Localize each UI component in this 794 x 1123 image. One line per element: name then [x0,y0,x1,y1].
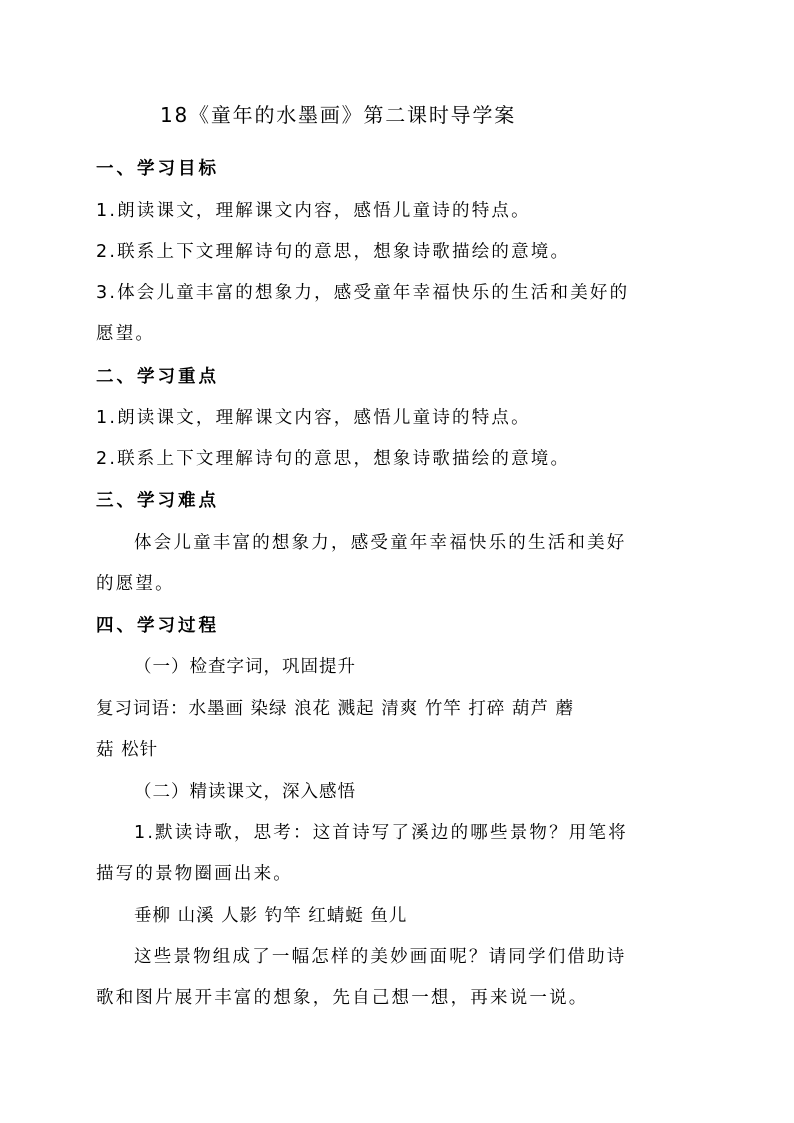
process-part-1-heading: （一）检查字词，巩固提升 [134,657,356,677]
key-point-1: 1.朗读课文，理解课文内容，感悟儿童诗的特点。 [96,408,531,428]
objective-2: 2.联系上下文理解诗句的意思，想象诗歌描绘的意境。 [96,242,571,262]
prompt-line-2: 歌和图片展开丰富的想象，先自己想一想，再来说一说。 [96,988,589,1008]
objective-3: 3.体会儿童丰富的想象力，感受童年幸福快乐的生活和美好的 [96,283,630,303]
prompt-line-1: 这些景物组成了一幅怎样的美妙画面呢？请同学们借助诗 [134,947,627,967]
objective-1: 1.朗读课文，理解课文内容，感悟儿童诗的特点。 [96,201,531,221]
section-heading-difficulties: 三、学习难点 [96,491,219,511]
section-heading-objectives: 一、学习目标 [96,159,219,179]
section-heading-key-points: 二、学习重点 [96,367,219,387]
objective-3-cont: 愿望。 [96,324,156,344]
difficulty-line-1: 体会儿童丰富的想象力，感受童年幸福快乐的生活和美好 [134,533,627,553]
vocab-line-1: 复习词语：水墨画 染绿 浪花 溅起 清爽 竹竿 打碎 葫芦 蘑 [96,699,575,719]
vocab-line-2: 菇 松针 [96,740,159,760]
question-1-line-2: 描写的景物圈画出来。 [96,864,293,884]
question-1-line-1: 1.默读诗歌，思考：这首诗写了溪边的哪些景物？用笔将 [134,823,628,843]
section-heading-process: 四、学习过程 [96,616,219,636]
process-part-2-heading: （二）精读课文，深入感悟 [134,782,356,802]
key-point-2: 2.联系上下文理解诗句的意思，想象诗歌描绘的意境。 [96,449,571,469]
difficulty-line-2: 的愿望。 [96,574,175,594]
scenery-list: 垂柳 山溪 人影 钓竿 红蜻蜓 鱼儿 [134,906,408,926]
document-title: 18《童年的水墨画》第二课时导学案 [160,103,517,127]
